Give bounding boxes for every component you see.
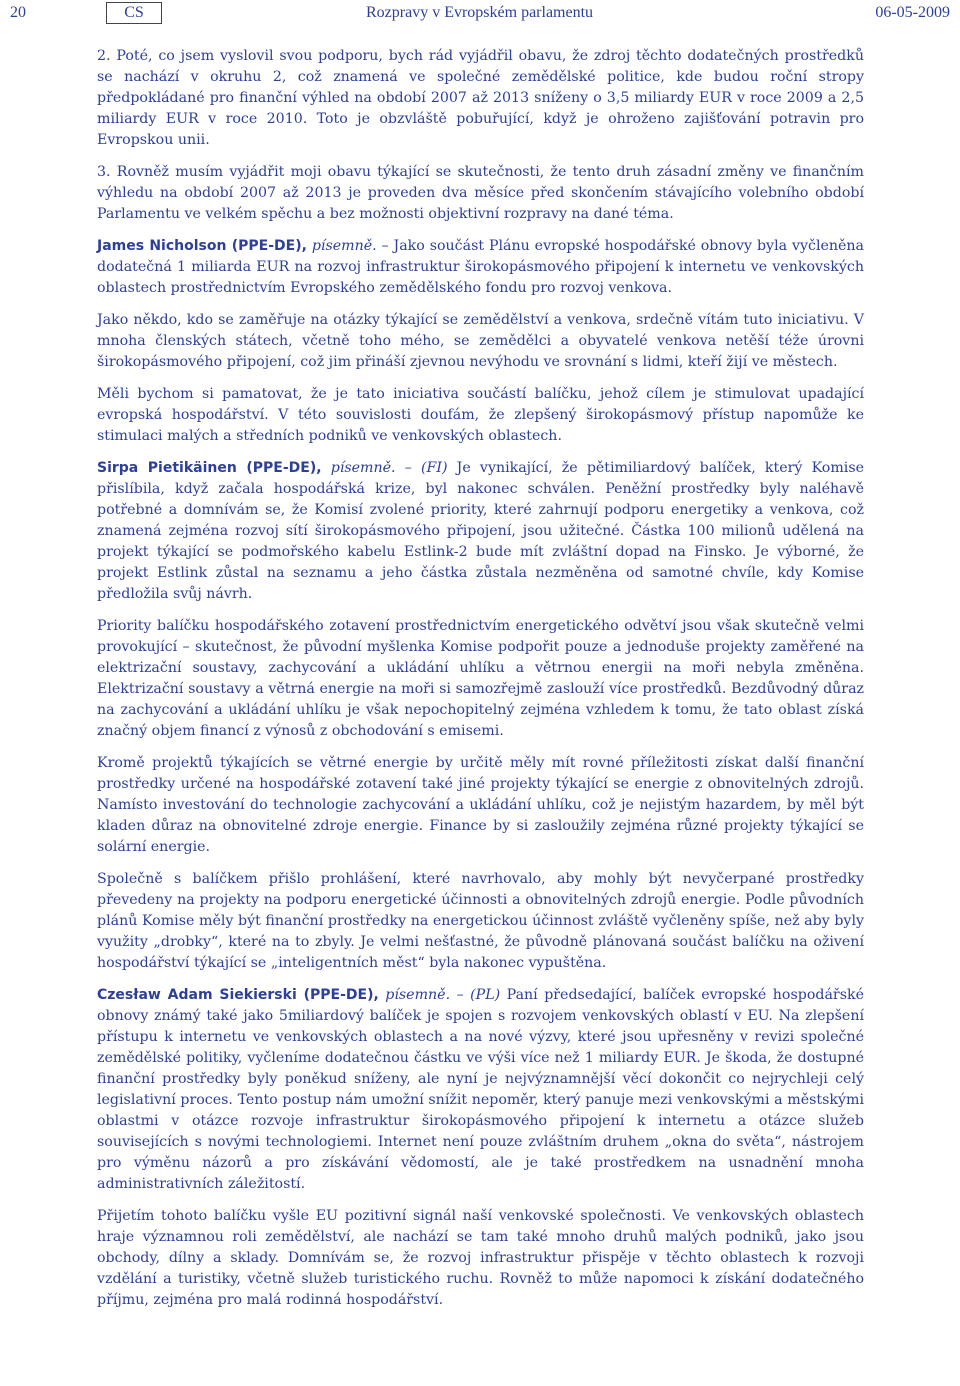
paragraph: Priority balíčku hospodářského zotavení prostřednictvím energetického odvětví jsou však skutečně velmi provokující – skutečnost, že původní myšlenka Komise podpořit pouze a jednoduše projekty zaměřené na elektrizační soustavy, zachycování a ukládání uhlíku a větrnou energii na moři nebyla změněna. Elektrizační soustavy a větrná energie na moři si samozřejmě zaslouží více prostředků. Bezdůvodný důraz na zachycování a ukládání uhlíku je však nepochopitelný zejména vzhledem k tomu, že tato oblast získá značný objem financí z výnosů z obchodování s emisemi.	[97, 618, 864, 739]
paragraph: Společně s balíčkem přišlo prohlášení, které navrhovalo, aby mohly být nevyčerpané prostředky převedeny na projekty na podporu energetické účinnosti a obnovitelných zdrojů energie. Podle původních plánů Komise měly být finanční prostředky na energetickou účinnost zvláště vyčleněny spíše, než aby byly využity „drobky“, které na to zbyly. Je velmi nešťastné, že původně plánovaná součást balíčku na oživení hospodářství týkající se „inteligentních měst“ byla nakonec vypuštěna.	[97, 871, 864, 971]
speech-mode: písemně.	[385, 987, 451, 1003]
page-number: 20	[10, 4, 26, 21]
speech-mode: písemně.	[330, 460, 396, 476]
paragraph: Kromě projektů týkajících se větrné energie by určitě měly mít rovné příležitosti získat další finanční prostředky určené na hospodářské zotavení také jiné projekty týkající se energie z obnovitelných zdrojů. Namísto investování do technologie zachycování a ukládání uhlíku, což je nejistým hazardem, by měl být kladen důraz na obnovitelné zdroje energie. Finance by si zasloužily zejména různé projekty týkající se solární energie.	[97, 755, 864, 855]
speech-language: – (FI)	[404, 460, 448, 476]
paragraph: Jako někdo, kdo se zaměřuje na otázky týkající se zemědělství a venkova, srdečně vítám tuto iniciativu. V mnoha členských státech, včetně toho mého, se zemědělci a obyvatelé venkova netěší téže úrovni širokopásmového připojení, což jim přináší zjevnou nevýhodu ve srovnání s lidmi, kteří žijí ve městech.	[97, 312, 864, 370]
speech-language: – (PL)	[456, 987, 501, 1003]
speaker-name: Sirpa Pietikäinen (PPE-DE),	[97, 460, 322, 476]
page-header	[0, 2, 960, 26]
speech-paragraph: Czesław Adam Siekierski (PPE-DE), písemně. – (PL) Paní předsedající, balíček evropské hospodářské obnovy známý také jako 5miliardový balíček je spojen s rozvojem venkovských oblastí v EU. Na zlepšení přístupu k internetu ve venkovských oblastech a na nové výzvy, které jsou upřesněny v revizi společné zemědělské politiky, vyčleníme dodatečnou částku ve výši více než 1 miliardy EUR. Je škoda, že dostupné finanční prostředky byly poněkud sníženy, ale nyní je nejvýznamnější věcí dokončit co nejrychleji celý legislativní proces. Tento postup nám umožní snížit nepoměr, který panuje mezi venkovskými a městskými oblastmi v otázce rozvoje infrastruktur širokopásmového připojení k internetu a otázce služeb souvisejících s novými technologiemi. Internet není pouze zvláštním druhem „okna do světa“, nástrojem pro výměnu názorů a pro získávání vědomostí, ale je také prostředkem na usnadnění mnoha administrativních záležitostí.	[97, 987, 864, 1192]
speaker-name: James Nicholson (PPE-DE),	[97, 238, 307, 254]
paragraph: Měli bychom si pamatovat, že je tato iniciativa součástí balíčku, jehož cílem je stimulovat upadající evropská hospodářství. V této souvislosti doufám, že zlepšený širokopásmový přístup napomůže ke stimulaci malých a středních podniků ve venkovských oblastech.	[97, 386, 864, 444]
publication-title: Rozpravy v Evropském parlamentu	[366, 4, 594, 21]
speech-mode: písemně.	[311, 238, 377, 254]
document-body	[97, 46, 864, 1322]
publication-date: 06-05-2009	[875, 4, 950, 21]
speech-paragraph: James Nicholson (PPE-DE), písemně. – Jako součást Plánu evropské hospodářské obnovy byla vyčleněna dodatečná 1 miliarda EUR na rozvoj infrastruktur širokopásmového připojení k internetu ve venkovských oblastech prostřednictvím Evropského zemědělského fondu pro rozvoj venkova.	[97, 238, 865, 296]
speaker-name: Czesław Adam Siekierski (PPE-DE),	[97, 987, 379, 1003]
speech-paragraph: Sirpa Pietikäinen (PPE-DE), písemně. – (FI) Je vynikající, že pětimiliardový balíček, který Komise přislíbila, když začala hospodářská krize, byl nakonec schválen. Peněžní prostředky byly naléhavě potřebné a domnívám se, že Komisí zvolené priority, které zahrnují podporu energetiky a venkova, což znamená zejména rozvoj sítí širokopásmového připojení, jsou užitečné. Částka 100 milionů udělená na projekt týkající se podmořského kabelu Estlink-2 bude mít zvláštní dopad na Finsko. Je výborné, že projekt Estlink zůstal na seznamu a jeho částka zůstala nezměněna od samotné chvíle, kdy Komise předložila svůj návrh.	[97, 460, 864, 602]
paragraph: Přijetím tohoto balíčku vyšle EU pozitivní signál naší venkovské společnosti. Ve venkovských oblastech hraje významnou roli zemědělství, ale nachází se tam také mnoho druhů malých podniků, jako jsou obchody, dílny a sklady. Domnívám se, že rozvoj infrastruktur přispěje v těchto oblastech k rozvoji vzdělání a turistiky, včetně služeb turistického ruchu. Rovněž to může napomoci k získání dodatečného příjmu, zejména pro malá rodinná hospodářství.	[97, 1208, 864, 1308]
language-badge: CS	[106, 2, 162, 24]
paragraph: 3. Rovněž musím vyjádřit moji obavu týkající se skutečnosti, že tento druh zásadní změny ve finančním výhledu na období 2007 až 2013 je proveden dva měsíce před skončením stávajícího volebního období Parlamentu ve velkém spěchu a bez možnosti objektivní rozpravy na dané téma.	[97, 164, 864, 222]
paragraph: 2. Poté, co jsem vyslovil svou podporu, bych rád vyjádřil obavu, že zdroj těchto dodatečných prostředků se nachází v okruhu 2, což znamená ve společné zemědělské politice, kde budou roční stropy předpokládané pro finanční výhled na období 2007 až 2013 sníženy o 3,5 miliardy EUR v roce 2009 a 2,5 miliardy EUR v roce 2010. Toto je obzvláště pobuřující, když je ohroženo zajišťování potravin pro Evropskou unii.	[97, 48, 864, 148]
